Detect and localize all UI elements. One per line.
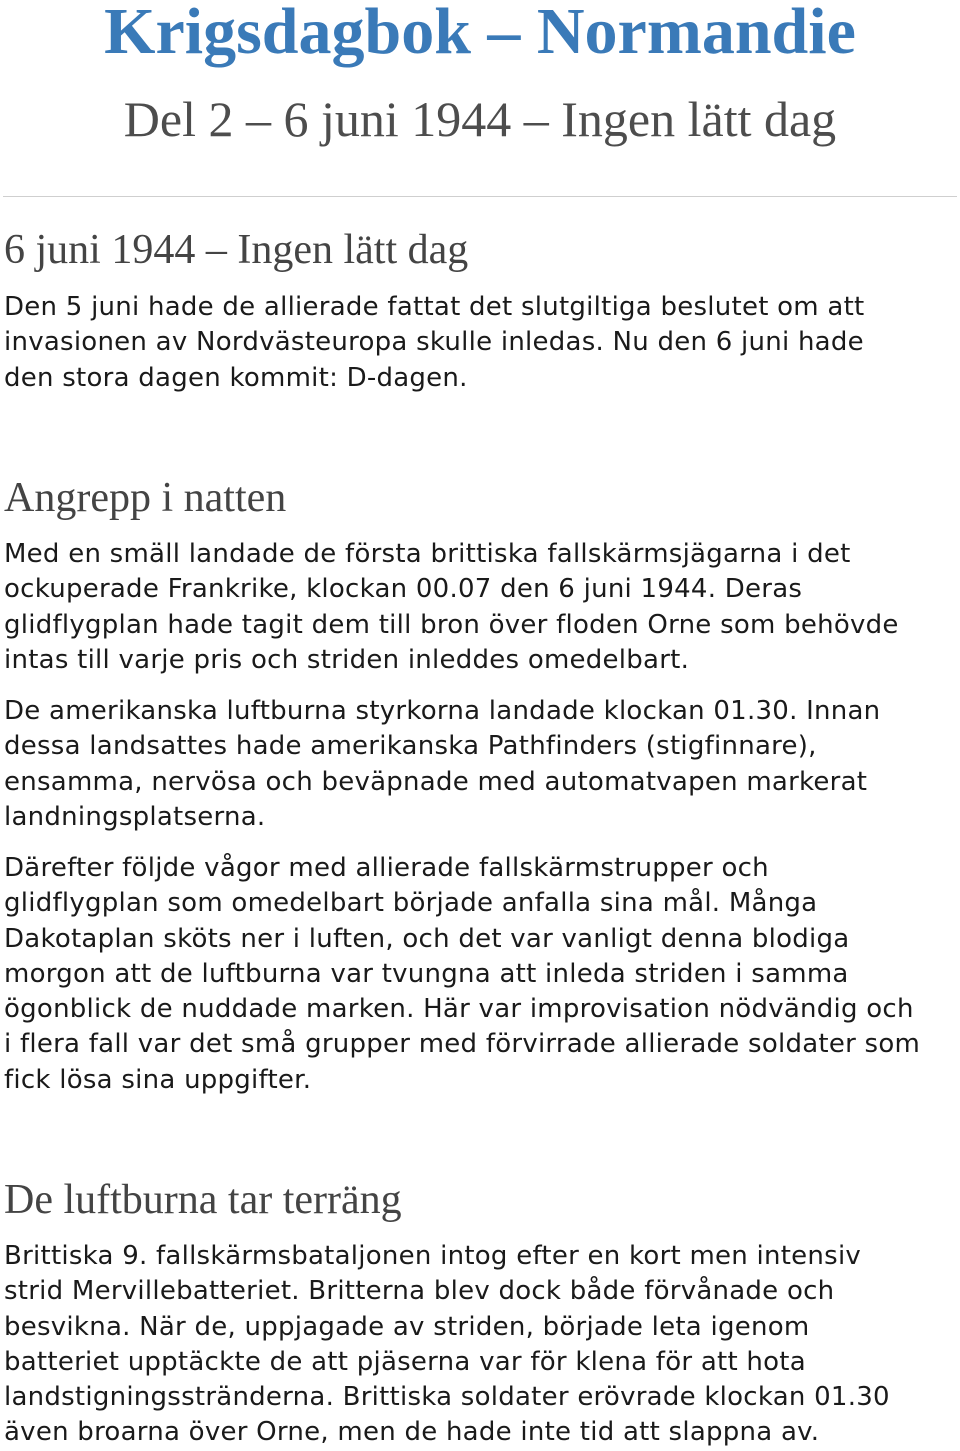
text-line: Dakotaplan sköts ner i luften, och det var vanligt denna blodiga [4,923,850,954]
text-line: invasionen av Nordvästeuropa skulle inledas. Nu den 6 juni hade [4,327,864,358]
text-line: strid Mervillebatteriet. Britterna blev dock både förvånade och [4,1276,835,1307]
text-line: besvikna. När de, uppjagade av striden, började leta igenom [4,1311,810,1342]
text-line: Den 5 juni hade de allierade fattat det slutgiltiga beslutet om att [4,292,865,322]
header-divider [3,196,957,197]
text-line: morgon att de luftburna var tvungna att inleda striden i samma [4,958,849,989]
text-line: ögonblick de nuddade marken. Här var improvisation nödvändig och [4,994,914,1025]
section-heading-3: De luftburna tar terräng [4,1177,402,1223]
text-line: batteriet upptäckte de att pjäserna var för klena för att hota [4,1346,806,1377]
section-heading-2: Angrepp i natten [4,475,287,521]
text-line: ensamma, nervösa och beväpnade med automatvapen markerat [4,766,868,797]
text-line: landstigningsstränderna. Brittiska soldater erövrade klockan 01.30 [4,1382,890,1413]
section-3-paragraph-1 [4,1239,956,1451]
text-line: fick lösa sina uppgifter. [4,1064,312,1095]
text-line: landningsplatserna. [4,801,266,832]
text-line: även broarna över Orne, men de hade inte tid att slappna av. [4,1417,820,1448]
text-line: glidflygplan som omedelbart började anfalla sina mål. Många [4,888,818,919]
text-line: intas till varje pris och striden inleddes omedelbart. [4,644,690,675]
site-title: Krigsdagbok – Normandie [104,0,856,68]
text-line: De amerikanska luftburna styrkorna landade klockan 01.30. Innan [4,696,881,726]
section-2-paragraph-1 [4,537,956,678]
text-line: glidflygplan hade tagit dem till bron över floden Orne som behövde [4,609,899,640]
text-line: Därefter följde vågor med allierade fallskärmstrupper och [4,853,769,883]
section-heading-1: 6 juni 1944 – Ingen lätt dag [4,227,469,273]
text-line: ockuperade Frankrike, klockan 00.07 den 6 juni 1944. Deras [4,574,803,605]
section-2-paragraph-3 [4,851,956,1098]
text-line: i flera fall var det små grupper med förvirrade allierade soldater som [4,1029,921,1060]
text-line: Med en smäll landade de första brittiska fallskärmsjägarna i det [4,539,851,569]
site-subtitle: Del 2 – 6 juni 1944 – Ingen lätt dag [123,91,837,147]
text-line: dessa landsattes hade amerikanska Pathfinders (stigfinnare), [4,731,817,762]
text-line: den stora dagen kommit: D-dagen. [4,362,468,393]
section-1-paragraph-1 [4,290,956,396]
section-2-paragraph-2 [4,694,956,835]
text-line: Brittiska 9. fallskärmsbataljonen intog efter en kort men intensiv [4,1241,862,1271]
